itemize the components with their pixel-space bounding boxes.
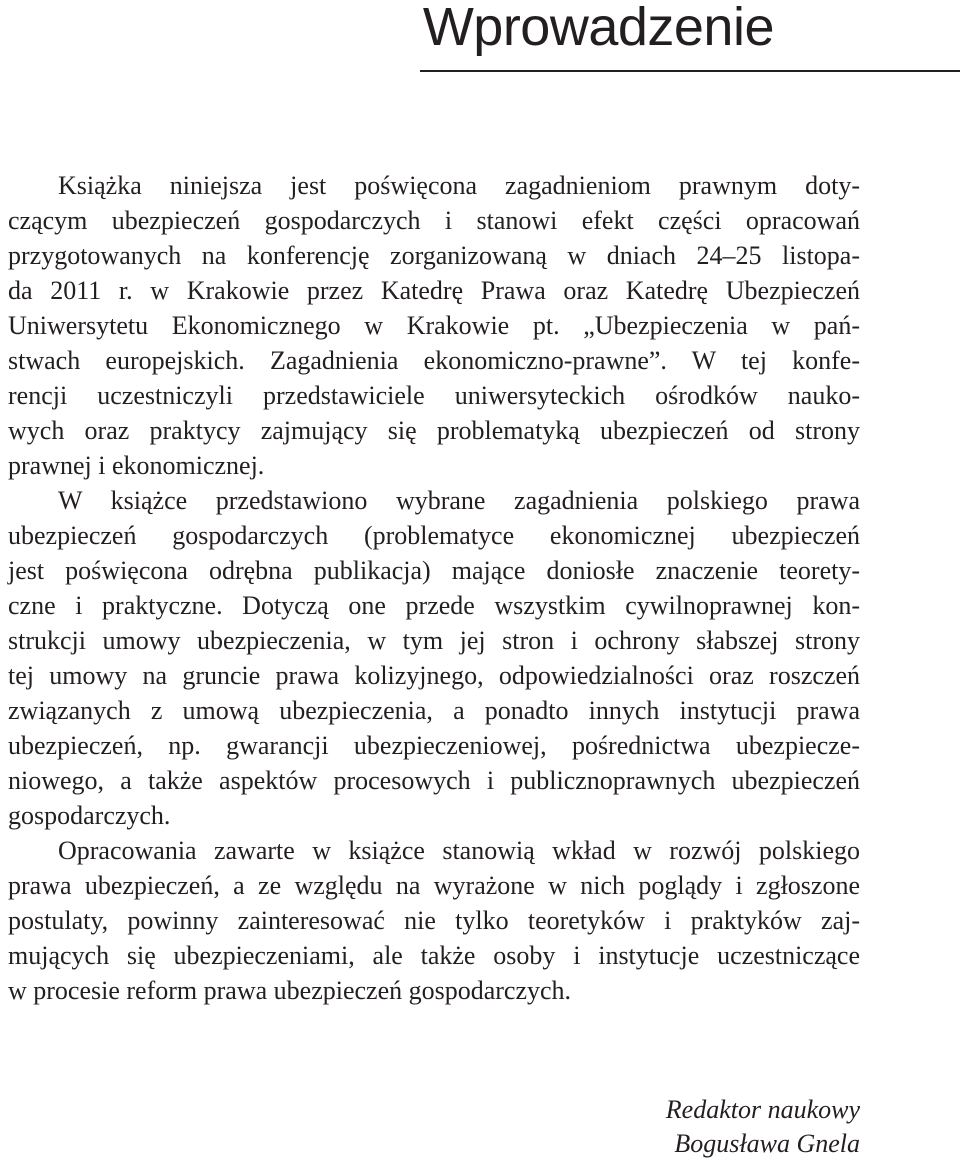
signature-role: Redaktor naukowy [665, 1095, 860, 1124]
text-line: strukcji umowy ubezpieczenia, w tym jej stron i ochrony słabszej strony [8, 626, 860, 655]
text-line: w procesie reform prawa ubezpieczeń gospodarczych. [8, 976, 572, 1005]
text-line: ubezpieczeń, np. gwarancji ubezpieczeniowej, pośrednictwa ubezpiecze- [8, 731, 860, 760]
text-line: przygotowanych na konferencję zorganizowaną w dniach 24–25 listopa- [8, 241, 860, 270]
signature-block [666, 1093, 860, 1161]
text-line: postulaty, powinny zainteresować nie tylko teoretyków i praktyków zaj- [8, 906, 860, 935]
text-line: prawnej i ekonomicznej. [8, 451, 265, 480]
text-line: da 2011 r. w Krakowie przez Katedrę Prawa oraz Katedrę Ubezpieczeń [8, 276, 860, 305]
text-line: związanych z umową ubezpieczenia, a ponadto innych instytucji prawa [8, 696, 860, 725]
title-rule [420, 70, 960, 72]
text-line: W książce przedstawiono wybrane zagadnienia polskiego prawa [58, 486, 860, 515]
text-line: Opracowania zawarte w książce stanowią wkład w rozwój polskiego [58, 836, 860, 865]
text-line: czne i praktyczne. Dotyczą one przede wszystkim cywilnoprawnej kon- [8, 591, 860, 620]
paragraph-1 [8, 168, 860, 483]
text-line: rencji uczestniczyli przedstawiciele uniwersyteckich ośrodków nauko- [8, 381, 860, 410]
paragraph-2 [8, 483, 860, 833]
text-line: stwach europejskich. Zagadnienia ekonomiczno-prawne”. W tej konfe- [8, 346, 860, 375]
text-line: mujących się ubezpieczeniami, ale także osoby i instytucje uczestniczące [8, 941, 860, 970]
page-title: Wprowadzenie [422, 0, 774, 57]
text-line: Uniwersytetu Ekonomicznego w Krakowie pt. „Ubezpieczenia w pań- [8, 311, 860, 340]
body-text [8, 168, 860, 1008]
text-line: jest poświęcona odrębna publikacja) mające doniosłe znaczenie teorety- [8, 556, 860, 585]
text-line: prawa ubezpieczeń, a ze względu na wyrażone w nich poglądy i zgłoszone [8, 871, 860, 900]
text-line: czącym ubezpieczeń gospodarczych i stanowi efekt części opracowań [8, 206, 860, 235]
paragraph-3 [8, 833, 860, 1008]
text-line: wych oraz praktycy zajmujący się problematyką ubezpieczeń od strony [8, 416, 860, 445]
signature-name: Bogusława Gnela [674, 1129, 860, 1158]
text-line: ubezpieczeń gospodarczych (problematyce ekonomicznej ubezpieczeń [8, 521, 860, 550]
text-line: niowego, a także aspektów procesowych i publicznoprawnych ubezpieczeń [8, 766, 860, 795]
text-line: Książka niniejsza jest poświęcona zagadnieniom prawnym doty- [58, 171, 860, 200]
text-line: gospodarczych. [8, 801, 171, 830]
text-line: tej umowy na gruncie prawa kolizyjnego, odpowiedzialności oraz roszczeń [8, 661, 860, 690]
